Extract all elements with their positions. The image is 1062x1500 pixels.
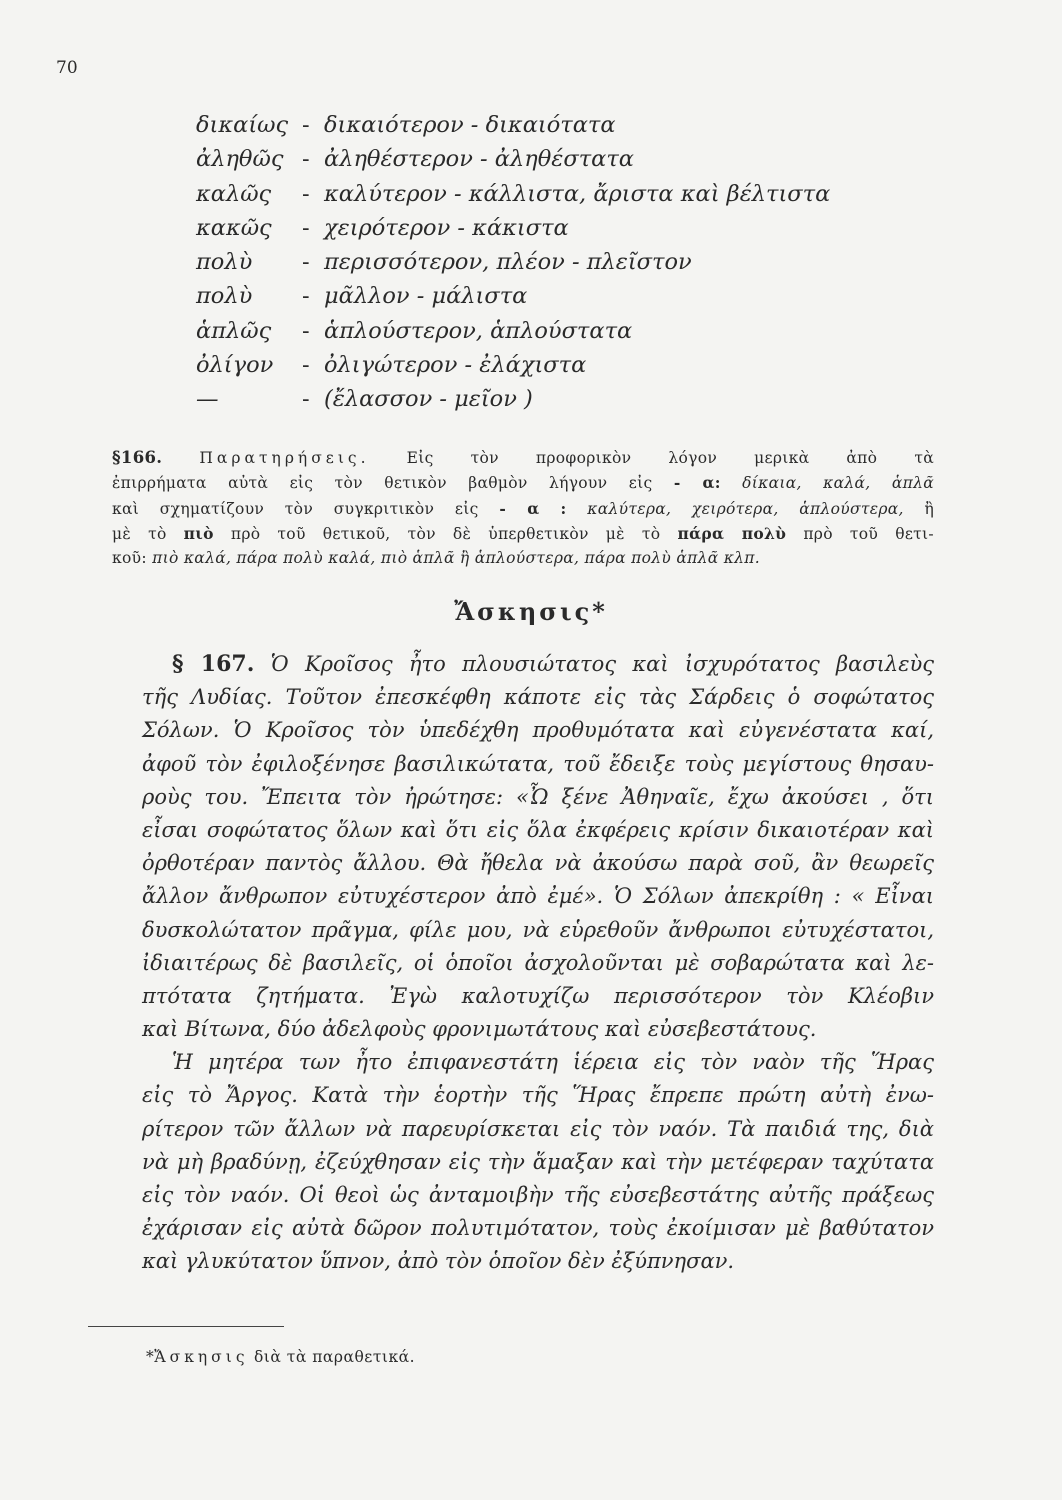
adverb-row <box>196 112 830 146</box>
adverb-forms: μᾶλλον - μάλιστα <box>324 283 528 310</box>
adverb-forms: (ἔλασσον - μεῖον ) <box>324 386 533 413</box>
text-span: - α : <box>499 498 567 518</box>
text-line <box>142 1046 934 1079</box>
line-text: Σόλων. Ὁ Κροῖσος τὸν ὑπεδέχθη προθυμότατα καὶ εὐγενέστατα καί, <box>142 718 934 743</box>
text-line <box>142 1179 934 1212</box>
adverb-positive: ἀληθῶς <box>196 146 284 173</box>
line-text: ἰδιαιτέρως δὲ βασιλεῖς, οἱ ὁποῖοι ἀσχολοῦνται μὲ σοβαρώτατα καὶ λε- <box>142 950 934 975</box>
row-dash: - <box>302 249 310 276</box>
adverb-row <box>196 352 830 386</box>
text-line <box>142 714 934 747</box>
text-line <box>142 1013 934 1046</box>
section-number: §166. <box>112 448 163 467</box>
text-line <box>142 781 934 814</box>
adverb-forms: ἁπλούστερον, ἁπλούστατα <box>324 317 633 344</box>
text-span: δίκαια, καλά, ἁπλᾶ <box>742 474 935 493</box>
text-span: Εἰς τὸν προφορικὸν λόγον μερικὰ ἀπὸ τὰ <box>406 449 934 467</box>
text-line <box>142 1212 934 1245</box>
row-dash: - <box>302 352 310 379</box>
text-span: μὲ τὸ <box>112 524 167 543</box>
line-text: ἀφοῦ τὸν ἐφιλοξένησε βασιλικώτατα, τοῦ ἔδειξε τοὺς μεγίστους θησαυ- <box>142 751 934 776</box>
adverb-positive: ἁπλῶς <box>196 317 272 344</box>
row-dash: - <box>302 214 310 241</box>
line-text: ρίτερον τῶν ἄλλων νὰ παρευρίσκεται εἰς τὸν ναόν. Τὰ παιδιά της, διὰ <box>142 1116 934 1141</box>
line-text: Ἡ μητέρα των ἦτο ἐπιφανεστάτη ἱέρεια εἰς τὸν ναὸν τῆς Ἥρας <box>172 1050 934 1075</box>
adverb-forms: περισσότερον, πλέον - πλεῖστον <box>324 249 692 276</box>
adverb-table <box>196 112 830 421</box>
text-line <box>142 947 934 980</box>
row-dash: - <box>302 317 310 344</box>
page-number: 70 <box>56 58 78 78</box>
row-dash: - <box>302 386 310 413</box>
text-span: ἐπιρρήματα αὐτὰ εἰς τὸν θετικὸν βαθμὸν λήγουν εἰς <box>112 474 653 493</box>
row-dash: - <box>302 146 310 173</box>
text-line <box>142 1079 934 1112</box>
adverb-row <box>196 181 830 215</box>
text-line <box>142 814 934 847</box>
text-line <box>142 748 934 781</box>
text-span: καλύτερα, χειρότερα, ἁπλούστερα, <box>587 499 904 518</box>
section-166 <box>112 445 934 571</box>
line-text: καὶ Βίτωνα, δύο ἀδελφοὺς φρονιμωτάτους καὶ εὐσεβεστάτους. <box>142 1017 817 1042</box>
text-span: πρὸ τοῦ θετι- <box>803 524 934 543</box>
adverb-forms: ἀληθέστερον - ἀληθέστατα <box>324 146 634 173</box>
line-text: Ὁ Κροῖσος ἦτο πλουσιώτατος καὶ ἰσχυρότατος βασιλεὺς <box>270 652 934 676</box>
adverb-row <box>196 146 830 180</box>
text-line <box>142 1113 934 1146</box>
text-line <box>142 847 934 880</box>
line-text: δυσκολώτατον πρᾶγμα, φίλε μου, νὰ εὑρεθοῦν ἄνθρωποι εὐτυχέστατοι, <box>142 917 934 942</box>
adverb-positive: δικαίως <box>196 112 289 138</box>
adverb-positive: ὀλίγον <box>196 352 274 379</box>
footnote-marker: * <box>146 1348 155 1366</box>
adverb-row <box>196 318 830 352</box>
text-line <box>142 681 934 714</box>
row-dash: - <box>302 112 310 138</box>
text-span: καὶ σχηματίζουν τὸν συγκριτικὸν εἰς <box>112 499 479 518</box>
adverb-forms: ὀλιγώτερον - ἐλάχιστα <box>324 352 587 379</box>
text-line <box>142 1146 934 1179</box>
line-text: εἰς τὸν ναόν. Οἱ θεοὶ ὡς ἀνταμοιβὴν τῆς εὐσεβεστάτης αὐτῆς πράξεως <box>142 1183 934 1207</box>
line-text: ροὺς του. Ἔπειτα τὸν ἠρώτησε: «Ὦ ξένε Ἀθηναῖε, ἔχω ἀκούσει , ὅτι <box>142 784 934 809</box>
text-line <box>142 1245 934 1278</box>
text-span: - α: <box>673 473 721 493</box>
text-span: ἢ <box>924 499 935 518</box>
footnote-rule <box>88 1326 284 1327</box>
line-text: νὰ μὴ βραδύνῃ, ἐζεύχθησαν εἰς τὴν ἅμαξαν καὶ τὴν μετέφεραν ταχύτατα <box>142 1149 934 1174</box>
adverb-row <box>196 283 830 317</box>
line-text: εἶσαι σοφώτατος ὅλων καὶ ὅτι εἰς ὅλα ἐκφέρεις κρίσιν δικαιοτέραν καὶ <box>142 817 934 842</box>
line-text: ἄλλον ἄνθρωπον εὐτυχέστερον ἀπὸ ἐμέ». Ὁ Σόλων ἀπεκρίθη : « Εἶναι <box>142 884 934 909</box>
line-text: καὶ γλυκύτατον ὕπνον, ἀπὸ τὸν ὁποῖον δὲν ἐξύπνησαν. <box>142 1249 735 1274</box>
adverb-positive: πολὺ <box>196 283 253 310</box>
text-span: κοῦ: <box>112 549 147 568</box>
text-span: πιὸ <box>183 523 214 543</box>
line-text: τῆς Λυδίας. Τοῦτον ἐπεσκέφθη κάποτε εἰς τὰς Σάρδεις ὁ σοφώτατος <box>142 685 934 710</box>
footnote-word: Ἄσκησις <box>154 1348 249 1366</box>
adverb-row <box>196 249 830 283</box>
adverb-forms: χειρότερον - κάκιστα <box>324 214 569 241</box>
adverb-positive: κακῶς <box>196 214 272 241</box>
line-text: πτότατα ζητήματα. Ἐγὼ καλοτυχίζω περισσότερον τὸν Κλέοβιν <box>142 983 934 1008</box>
section-title: Παρατηρήσεις. <box>199 449 370 467</box>
line-text: ὀρθοτέραν παντὸς ἄλλου. Θὰ ἤθελα νὰ ἀκούσω παρὰ σοῦ, ἂν θεωρεῖς <box>142 851 934 876</box>
adverb-positive: πολὺ <box>196 249 253 276</box>
text-span: πιὸ καλά, πάρα πολὺ καλά, πιὸ ἁπλᾶ ἢ ἁπλούστερα, πάρα πολὺ ἁπλᾶ κλπ. <box>152 549 761 568</box>
line-text: ἐχάρισαν εἰς αὐτὰ δῶρον πολυτιμότατον, τοὺς ἐκοίμισαν μὲ βαθύτατον <box>142 1216 934 1241</box>
adverb-row <box>196 215 830 249</box>
text-span: πρὸ τοῦ θετικοῦ, τὸν δὲ ὑπερθετικὸν μὲ τὸ <box>230 524 661 543</box>
text-span: πάρα πολὺ <box>677 523 787 543</box>
row-dash: - <box>302 180 310 207</box>
exercise-heading: Ἄσκησις* <box>454 597 608 626</box>
row-dash: - <box>302 283 310 310</box>
section-number: § 167. <box>172 651 255 677</box>
text-line <box>142 980 934 1013</box>
adverb-forms: καλύτερον - κάλλιστα, ἄριστα καὶ βέλτιστα <box>324 180 831 207</box>
text-line <box>142 648 934 681</box>
text-line <box>142 880 934 913</box>
text-line <box>142 914 934 947</box>
adverb-positive: καλῶς <box>196 180 272 207</box>
footnote-text: διὰ τὰ παραθετικά. <box>253 1348 416 1366</box>
footnote <box>146 1348 415 1366</box>
adverb-row <box>196 386 830 420</box>
section-167 <box>142 648 934 1279</box>
line-text: εἰς τὸ Ἄργος. Κατὰ τὴν ἑορτὴν τῆς Ἥρας ἔπρεπε πρώτη αὐτὴ ἐνω- <box>142 1083 934 1108</box>
adverb-positive: — <box>196 386 219 413</box>
adverb-forms: δικαιότερον - δικαιότατα <box>324 112 616 138</box>
